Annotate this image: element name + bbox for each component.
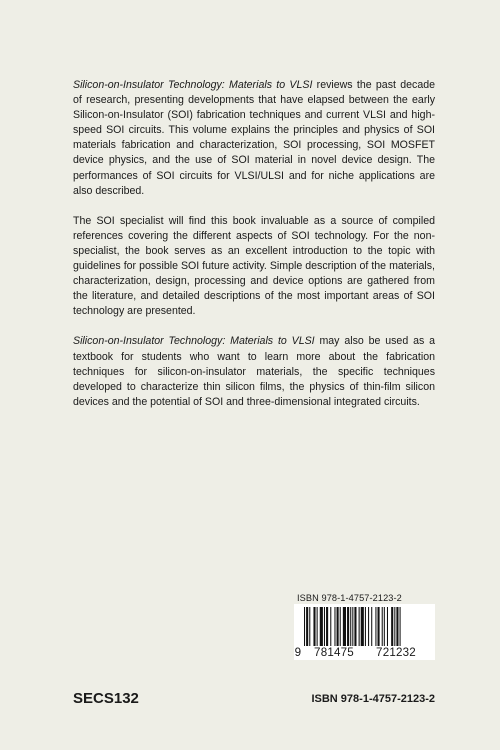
barcode-bar xyxy=(317,607,318,647)
description-paragraph-2: The SOI specialist will find this book invaluable as a source of compiled references covering the different aspects of SOI technology. For the non-specialist, the book serves as an excellent introduction to the topic with guidelines for possible SOI future activity. Simple description of the materials, characterization, design, processing and device options are gathered from the literature, and detailed descriptions of the most important areas of SOI technology are presented. xyxy=(73,214,435,318)
barcode xyxy=(294,604,435,660)
barcode-bar xyxy=(382,607,383,647)
barcode-bar xyxy=(337,607,339,647)
barcode-bar xyxy=(313,607,315,647)
barcode-bar xyxy=(330,607,331,647)
barcode-bar xyxy=(324,607,325,647)
description-paragraph-1 xyxy=(73,78,435,199)
paragraph-text: may also be used as a textbook for students who want to learn more about the fabrication techniques for silicon-on-insulator materials, the specific techniques developed to characterize thin silicon films, the physics of thin-film silicon devices and the potential of SOI and three-dimensional integrated circuits. xyxy=(73,335,435,408)
barcode-bar xyxy=(371,607,372,647)
barcode-bar xyxy=(394,607,395,647)
barcode-bar xyxy=(375,607,376,647)
barcode-bar xyxy=(396,607,398,647)
barcode-digit-group-1: 781475 xyxy=(314,646,354,659)
barcode-bar xyxy=(378,607,380,647)
barcode-digit-lead: 9 xyxy=(294,646,302,659)
barcode-bar xyxy=(326,607,328,647)
barcode-bar xyxy=(340,607,341,647)
barcode-bar xyxy=(368,607,369,647)
book-title-italic: Silicon-on-Insulator Technology: Materials to VLSI xyxy=(73,335,315,348)
barcode-bar xyxy=(391,607,393,647)
barcode-bar xyxy=(343,607,346,647)
barcode-digit-group-2: 721232 xyxy=(376,646,416,659)
barcode-bar xyxy=(347,607,349,647)
barcode-bar xyxy=(359,607,360,647)
barcode-bar xyxy=(387,607,388,647)
paragraph-text: reviews the past decade of research, presenting developments that have elapsed between the early Silicon-on-Insulator (SOI) fabrication techniques and current VLSI and high-speed SOI circuits. This volume explains the principles and physics of SOI materials fabrication and characterization, SOI processing, SOI MOSFET device physics, and the use of SOI material in novel device design. The performances of SOI circuits for VLSI/ULSI and for niche applications are also described. xyxy=(73,79,435,197)
series-code: SECS132 xyxy=(73,690,139,707)
barcode-bar xyxy=(365,607,366,647)
barcode-bar xyxy=(350,607,351,647)
barcode-digits xyxy=(294,646,435,660)
book-title-italic: Silicon-on-Insulator Technology: Materials to VLSI xyxy=(73,79,313,91)
barcode-bar xyxy=(334,607,335,647)
description-paragraph-3 xyxy=(73,334,435,409)
barcode-isbn-label: ISBN 978-1-4757-2123-2 xyxy=(297,593,402,603)
back-cover-description xyxy=(73,78,435,425)
barcode-bar xyxy=(361,607,364,647)
footer-isbn: ISBN 978-1-4757-2123-2 xyxy=(311,693,435,705)
barcode-bar xyxy=(384,607,385,647)
barcode-bar xyxy=(309,607,310,647)
barcode-bar xyxy=(320,607,323,647)
